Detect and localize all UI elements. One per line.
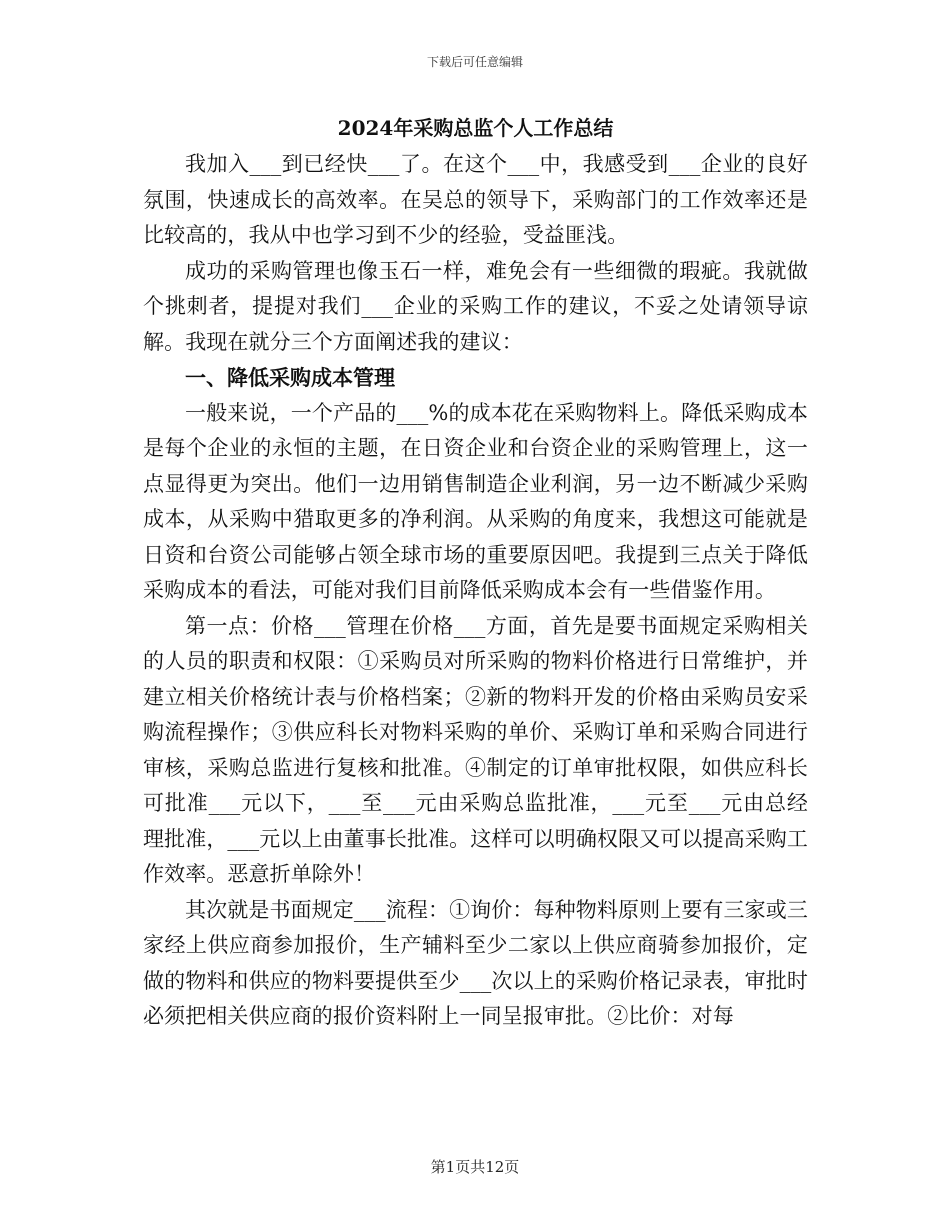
paragraph-point-one: 第一点：价格___管理在价格___方面，首先是要书面规定采购相关的人员的职责和权限：①采购员对所采购的物料价格进行日常维护，并建立相关价格统计表与价格档案；②新的物料开发的价格由采购员安采购流程操作；③供应科长对物料采购的单价、采购订单和采购合同进行审核，采购总监进行复核和批准。④制定的订单审批权限，如供应科长可批准___元以下，___至___元由采购总监批准，___元至___元由总经理批准，___元以上由董事长批准。这样可以明确权限又可以提高采购工作效率。恶意折单除外！ [143, 613, 808, 886]
paragraph-intro: 我加入___到已经快___了。在这个___中，我感受到___企业的良好氛围，快速成长的高效率。在吴总的领导下，采购部门的工作效率还是比较高的，我从中也学习到不少的经验，受益匪浅。 [143, 152, 808, 247]
paragraph-cost: 一般来说，一个产品的___%的成本花在采购物料上。降低采购成本是每个企业的永恒的主题，在日资企业和台资企业的采购管理上，这一点显得更为突出。他们一边用销售制造企业利润，另一边不断减少采购成本，从采购中猎取更多的净利润。从采购的角度来，我想这可能就是日资和台资公司能够占领全球市场的重要原因吧。我提到三点关于降低采购成本的看法，可能对我们目前降低采购成本会有一些借鉴作用。 [143, 400, 808, 602]
section-heading: 一、降低采购成本管理 [185, 365, 395, 390]
paragraph-process: 其次就是书面规定___流程：①询价：每种物料原则上要有三家或三家经上供应商参加报价，生产辅料至少二家以上供应商骑参加报价，定做的物料和供应的物料要提供至少___次以上的采购价格记录表，审批时必须把相关供应商的报价资料附上一同呈报审批。②比价：对每 [143, 897, 808, 1028]
page-footer: 第1页共12页 [430, 1158, 520, 1176]
document-title: 2024年采购总监个人工作总结 [337, 116, 614, 140]
header-note: 下载后可任意编辑 [426, 55, 523, 69]
document-body [143, 113, 808, 1035]
paragraph-suggestions: 成功的采购管理也像玉石一样，难免会有一些细微的瑕疵。我就做个挑刺者，提提对我们___企业的采购工作的建议，不妥之处请领导谅解。我现在就分三个方面阐述我的建议： [143, 258, 808, 354]
